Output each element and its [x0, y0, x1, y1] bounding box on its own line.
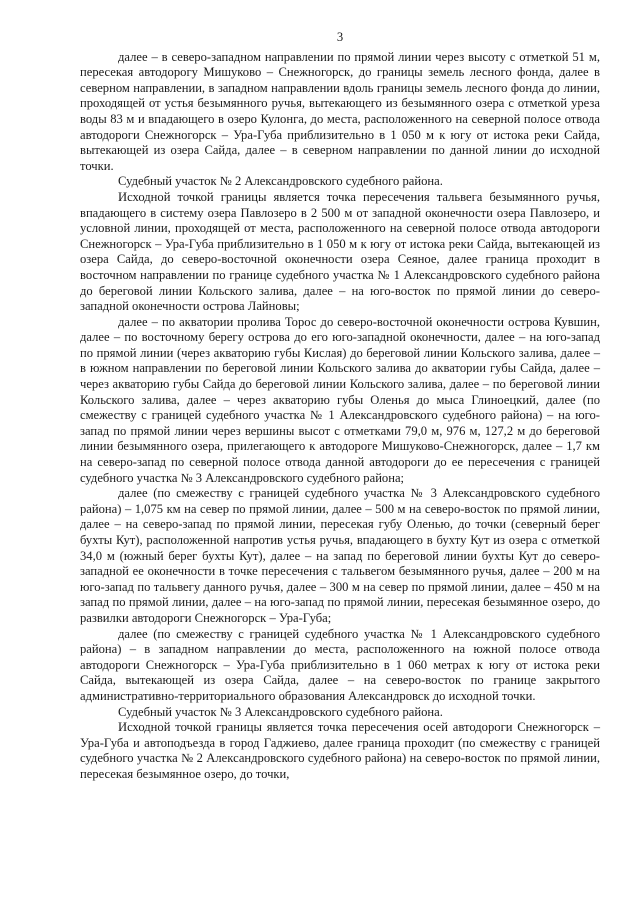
section-heading-court-plot-2: Судебный участок № 2 Александровского судебного района.	[118, 174, 443, 189]
paragraph-plot-2-border-plot-3: далее (по смежеству с границей судебного участка № 3 Александровского судебного района) – 1,075 км на север по прямой линии, далее – 500 м на северо-восток по прямой линии, далее – на северо-запад по прямой линии, пересекая губу Оленью, до точки (северный берег бухты Кут), расположенной напротив устья ручья, впадающего в бухту Кут из озера с отметкой 34,0 м (южный берег бухты Кут), далее – на запад по береговой линии бухты Кут до северо-западной ее оконечности в точке пересечения с тальвегом безымянного ручья, далее – 200 м на юго-запад по тальвегу данного ручья, далее – 300 м на север по прямой линии, далее – 450 м на запад по прямой линии, далее – на юго-запад по прямой линии, пересекая безымянное озеро, до развилки автодороги Снежногорск – Ура-Губа;	[80, 486, 600, 625]
section-heading-court-plot-3: Судебный участок № 3 Александровского судебного района.	[118, 704, 443, 719]
paragraph-continuation-boundary: далее – в северо-западном направлении по прямой линии через высоту с отметкой 51 м, пересекая автодорогу Мишуково – Снежногорск, до границы земель лесного фонда, далее в северном направлении, в западном направлении вдоль границы земель лесного фонда до линии, проходящей от устья безымянного ручья, вытекающего из безымянного озера с отметкой уреза воды 83 м и впадающего в озеро Кулонга, до места, расположенного на северной полосе отвода автодороги Снежногорск – Ура-Губа приблизительно в 1 050 м к югу от истока реки Сайда, вытекающей из озера Сайда, далее – в северном направлении по данной линии до исходной точки.	[80, 49, 600, 173]
paragraph-plot-2-border-plot-1: далее (по смежеству с границей судебного участка № 1 Александровского судебного района) – в западном направлении до места, расположенного на южной полосе отвода автодороги Снежногорск – Ура-Губа приблизительно в 1 060 метрах к югу от истока реки Сайда, вытекающей из озера Сайда, далее – на северо-восток по границе закрытого административно-территориального образования Александровск до исходной точки.	[80, 626, 600, 703]
page-number: 3	[336, 30, 344, 44]
paragraph-plot-2-strait-toros: далее – по акватории пролива Торос до северо-восточной оконечности острова Кувшин, далее – по восточному берегу острова до его юго-западной оконечности, далее – на юго-запад по прямой линии (через акваторию губы Кислая) до береговой линии Кольского залива, далее – в южном направлении по береговой линии Кольского залива до акватории губы Сайда, далее – через акваторию губы Сайда до береговой линии Кольского залива, далее – по береговой линии Кольского залива, далее – через акваторию губы Оленья до мыса Глиноецкий, далее (по смежеству с границей судебного участка № 1 Александровского судебного района) – на юго-запад по прямой линии через вершины высот с отметками 79,0 м, 976 м, 127,2 м до береговой линии безымянного озера, прилегающего к автодороге Мишуково-Снежногорск, далее – 1,7 км на северо-запад по северной полосе отвода данной автодороги до ее пересечения с границей судебного участка № 3 Александровского судебного района;	[80, 314, 600, 485]
paragraph-plot-3-origin: Исходной точкой границы является точка пересечения осей автодороги Снежногорск – Ура-Губа и автоподъезда в город Гаджиево, далее граница проходит (по смежеству с границей судебного участка № 2 Александровского судебного района) на северо-восток по прямой линии, пересекая безымянное озеро, до точки,	[80, 720, 600, 781]
paragraph-plot-2-origin: Исходной точкой границы является точка пересечения тальвега безымянного ручья, впадающего в систему озера Павлозеро в 2 500 м от западной оконечности озера Павлозеро, и условной линии, проходящей от места, расположенного на северной полосе отвода автодороги Снежногорск – Ура-Губа приблизительно в 1 050 м к югу от истока реки Сайда, вытекающей из озера Сайда, до северо-восточной оконечности озера Сеяное, далее граница проходит в восточном направлении по границе судебного участка № 1 Александровского судебного района до береговой линии Кольского залива, далее – на юго-восток по прямой линии до северо-западной оконечности острова Лайновы;	[80, 189, 600, 314]
